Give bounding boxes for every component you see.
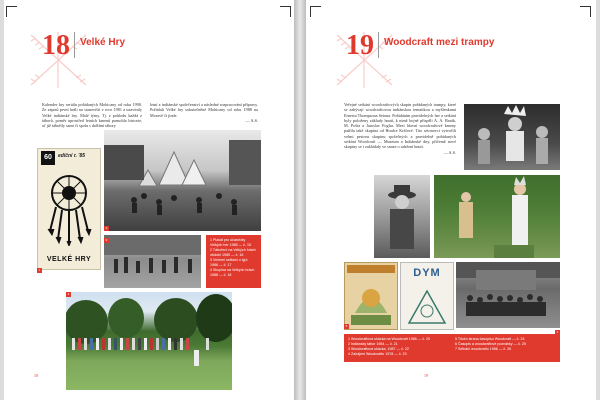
- signature: — A.S.: [443, 149, 456, 155]
- poster-title: VELKÉ HRY: [46, 256, 92, 263]
- photo-captions: [206, 235, 261, 288]
- left-page: [4, 0, 294, 400]
- hat-man-photo: [374, 175, 430, 258]
- caption-line: 2 Táboření na Velkých hrách: [210, 248, 256, 252]
- caption-line: Velkých her 1985 — č. 15: [210, 243, 251, 247]
- chapter-heading: [346, 32, 494, 60]
- woodcraft-booklet-cover: [344, 262, 398, 330]
- caption-line: 1988 — č. 18: [210, 273, 232, 277]
- crop-mark: [280, 6, 291, 17]
- chapter-title: Woodcraft mezi trampy: [384, 37, 495, 48]
- chapter-heading: [42, 32, 125, 60]
- caption-column: [455, 337, 556, 359]
- caption-line: 4 Zahájení Woodcraftu 1978 — č. 23: [348, 352, 407, 356]
- caption-line: 4 Skupina na Velkých hrách: [210, 268, 255, 272]
- caption-line: 1 Plakát pro účastníky: [210, 238, 246, 242]
- woodcraft-group-photo: [456, 262, 560, 328]
- crop-mark: [580, 6, 591, 17]
- booklet-title: DYM: [413, 267, 441, 279]
- costume-pair-photo: [434, 175, 560, 258]
- caption-line: 7 Setkání woodcraftu 1986 — č. 26: [455, 347, 512, 351]
- chapter-number: 18: [42, 30, 70, 61]
- page-number: 18: [34, 373, 38, 378]
- chapter-divider: [378, 32, 379, 58]
- caption-line: 5 Titulní strana časopisu Woodcraft — č. 24: [455, 337, 525, 341]
- photo-tag: 1: [38, 268, 41, 272]
- photo-captions: [344, 334, 560, 362]
- photo-tag: 2: [105, 226, 108, 230]
- body-text: [344, 102, 456, 155]
- photo-tag: 4: [556, 330, 559, 334]
- body-text-col2-text: letní a indiánské společenství a následné rozpracování přípravy. Pořádali Velké hry uskutečněné Mohicany od roku 1988 na Moravě či jinde.: [150, 102, 258, 118]
- signature: — A.S.: [245, 117, 258, 123]
- chapter-title: Velké Hry: [80, 37, 126, 48]
- poster-top-text: ediční r. '85: [58, 153, 86, 159]
- chapter-divider: [74, 32, 75, 58]
- book-gutter: [294, 0, 306, 400]
- right-page: [306, 0, 596, 400]
- crop-mark: [6, 6, 17, 17]
- caption-line: 3 Večerní setkání u týpí: [210, 258, 248, 262]
- crop-mark: [310, 6, 321, 17]
- caption-line: 1986 — č. 17: [210, 263, 232, 267]
- caption-line: 2 Indiánský tábor 1984 — č. 21: [348, 342, 398, 346]
- caption-line: 1 Woodcraftová ukázka na Woodcraft 1985 — č. 20: [348, 337, 431, 341]
- caption-column: [348, 337, 449, 359]
- page-number: 19: [424, 373, 428, 378]
- dreamcatcher-drawing: [46, 171, 92, 246]
- tipi-camp-photo: [104, 130, 261, 231]
- body-text-col2: [150, 102, 258, 123]
- headdress-photo: [464, 104, 560, 170]
- caption-line: období 1985 — č. 16: [210, 253, 244, 257]
- body-text-col1: Kalender hry seriálu pořádaných Mohicany od roku 1990. Ze zápisů první hráli na stanovišti v roce 1981 a uzavíraly Velké indiánské hry. Malé týmy. Tj. z pohledu každá z táborů, poměr uprostřed letních kmenů pomohla historie, ať již tábořily sami či spolu s dalšími tábory: [42, 102, 142, 129]
- dym-booklet-cover: [400, 262, 454, 330]
- poster-image: [37, 148, 101, 270]
- body-text-content: Veřejné setkání woodcraftových skupin pořádaných trampy, které se zabývají woodcraftovou indiánskou tematikou a myšlenkami Ernesta Thompsona Setona. Pořádáním pravidelných her a setkání byly položeny základy hnutí, k nimž hojně přispěli A. A. Barák, M. Pošta a Jaroslav Foglar. Mezi hlavní woodcraftové kmeny patřila také skupina od Hradce Králové. Tito setonovci vytvořili velmi pestrou skupinu společných a pravidelně pořádaných setkání Woodcraft — Muzeum a Indiánské dny, přičemž nové skupiny se i zakládaly ve snaze o udržení hnutí.: [344, 102, 456, 150]
- photo-tag: 4: [67, 292, 70, 296]
- photo-tag: 5: [345, 324, 348, 328]
- photo-tag: 3: [105, 238, 108, 242]
- poster-number: 60: [41, 151, 55, 165]
- field-gathering-photo: [66, 292, 232, 390]
- group-gathering-photo: [104, 235, 201, 288]
- caption-line: 6 Časopis a woodcraftové pozvánky — č. 25: [455, 342, 526, 346]
- caption-line: 3 Woodcraftová ukázka, 1987 — č. 22: [348, 347, 409, 351]
- chapter-number: 19: [346, 30, 374, 61]
